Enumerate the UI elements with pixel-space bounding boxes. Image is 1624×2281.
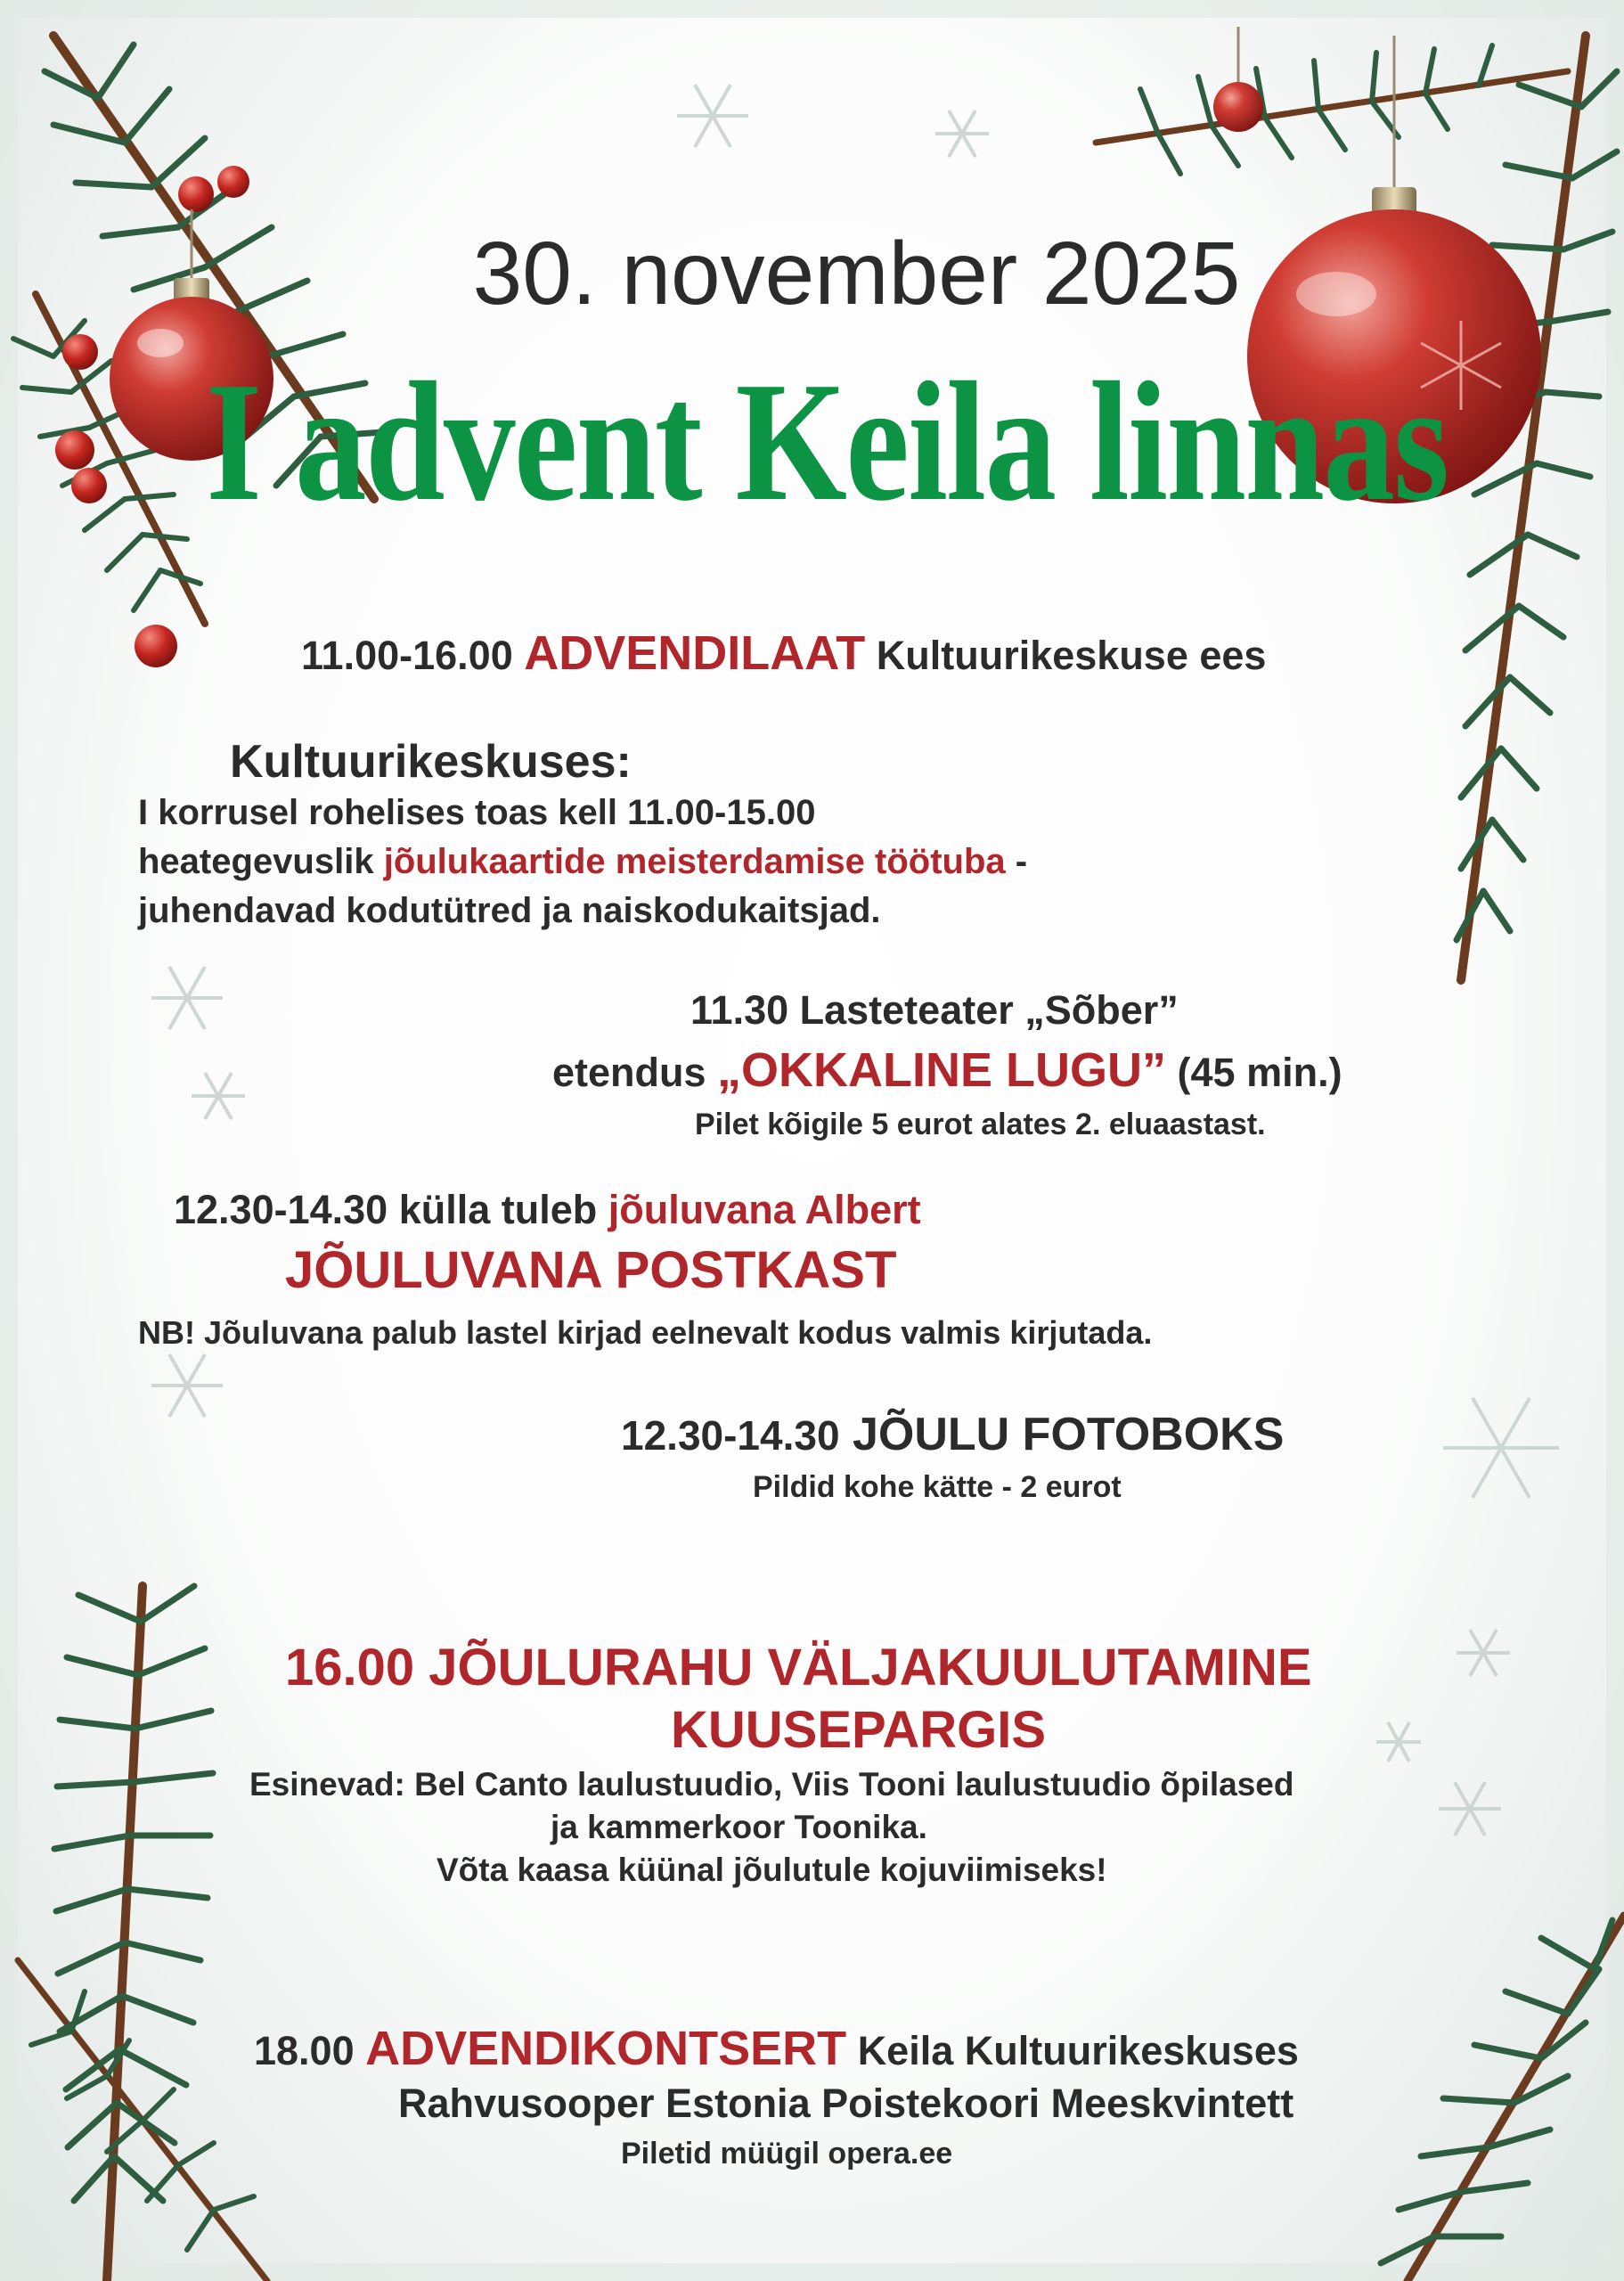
photobooth-line xyxy=(621,1408,1284,1461)
market-time: 11.00-16.00 xyxy=(301,633,513,678)
poster-headline: I advent Keila linnas xyxy=(206,347,1449,536)
santa-name: jõuluvana Albert xyxy=(608,1187,921,1232)
culture-center-heading: Kultuurikeskuses: xyxy=(230,736,632,788)
concert-name: ADVENDIKONTSERT xyxy=(365,2022,847,2075)
peace-title-line-2: KUUSEPARGIS xyxy=(671,1701,1047,1759)
concert-time: 18.00 xyxy=(254,2028,355,2073)
theatre-show-line xyxy=(552,1042,1342,1098)
theatre-prefix: etendus xyxy=(552,1050,706,1095)
santa-note: NB! Jõuluvana palub lastel kirjad eelnevalt kodus valmis kirjutada. xyxy=(138,1314,1153,1351)
concert-performer: Rahvusooper Estonia Poistekoori Meeskvintett xyxy=(398,2081,1294,2126)
photobooth-note: Pildid kohe kätte - 2 eurot xyxy=(753,1470,1122,1504)
workshop-dash: - xyxy=(1015,842,1028,881)
photobooth-name: JÕULU FOTOBOKS xyxy=(853,1409,1285,1460)
photobooth-time: 12.30-14.30 xyxy=(621,1412,840,1459)
workshop-line-2 xyxy=(138,842,1027,882)
candle-note: Võta kaasa küünal jõulutule kojuviimiseks! xyxy=(437,1852,1107,1888)
workshop-title: jõulukaartide meisterdamise töötuba xyxy=(383,842,1006,881)
theatre-title: „OKKALINE LUGU” xyxy=(717,1043,1167,1097)
workshop-line-3: juhendavad kodutütred ja naiskodukaitsjad. xyxy=(138,891,881,930)
concert-place: Keila Kultuurikeskuses xyxy=(857,2028,1299,2073)
santa-time: 12.30-14.30 külla tuleb xyxy=(174,1187,598,1232)
market-place: Kultuurikeskuse ees xyxy=(876,633,1267,678)
peace-performers-2: ja kammerkoor Toonika. xyxy=(551,1809,927,1845)
pine-branch-icon xyxy=(18,1586,267,2281)
peace-performers-1: Esinevad: Bel Canto laulustuudio, Viis Tooni laulustuudio õpilased xyxy=(249,1766,1294,1803)
concert-line xyxy=(254,2021,1299,2076)
peace-title-line-1: 16.00 JÕULURAHU VÄLJAKUULUTAMINE xyxy=(285,1639,1312,1696)
pine-branch-icon xyxy=(1381,1916,1624,2281)
theatre-ticket-note: Pilet kõigile 5 eurot alates 2. eluaastast. xyxy=(695,1108,1266,1141)
workshop-line-1: I korrusel rohelises toas kell 11.00-15.00 xyxy=(138,793,816,832)
concert-tickets: Piletid müügil opera.ee xyxy=(621,2137,953,2171)
theatre-duration: (45 min.) xyxy=(1177,1050,1342,1095)
market-line xyxy=(301,625,1266,681)
theatre-line: 11.30 Lasteteater „Sõber” xyxy=(690,987,1179,1033)
workshop-prefix: heategevuslik xyxy=(138,842,374,881)
santa-line xyxy=(174,1187,921,1233)
santa-mailbox: JÕULUVANA POSTKAST xyxy=(285,1241,897,1299)
market-name: ADVENDILAAT xyxy=(524,626,866,680)
event-date: 30. november 2025 xyxy=(472,224,1241,323)
